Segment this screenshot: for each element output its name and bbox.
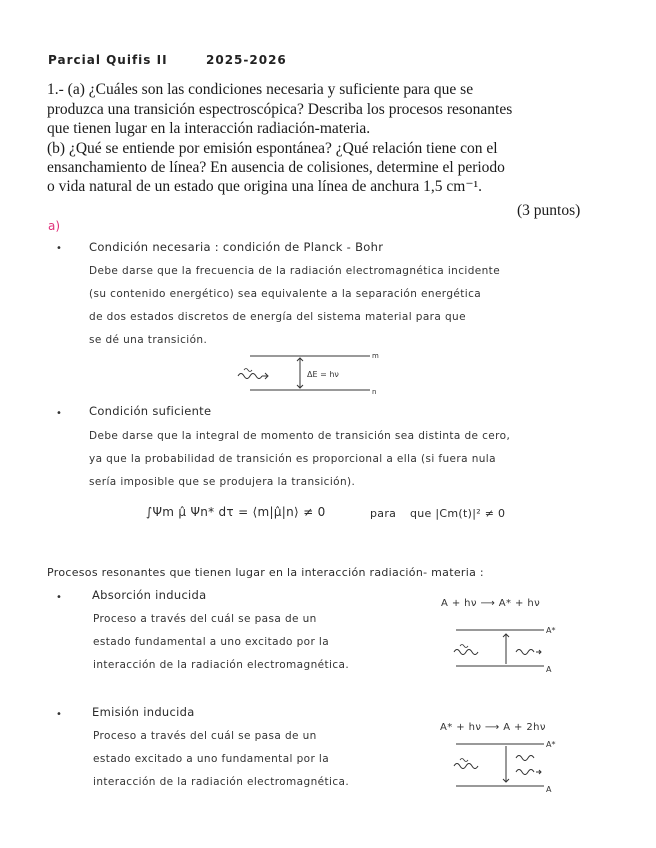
wave-icon: [244, 369, 252, 372]
arrow-icon: [536, 650, 541, 654]
bullet-icon: •: [56, 408, 62, 419]
course-title: Parcial Quifis II: [48, 53, 168, 67]
absorcion-equation: A + hν ⟶ A* + hν: [441, 598, 541, 609]
upper-level-label: A*: [546, 740, 556, 749]
course-year: 2025-2026: [206, 53, 287, 67]
wave-icon: [516, 756, 534, 761]
question-line-2: produzca una transición espectroscópica? Describa los procesos resonantes: [47, 101, 513, 118]
arrow-icon: [536, 770, 541, 774]
delta-energy-label: ΔE = hν: [307, 370, 339, 379]
wave-icon: [516, 650, 534, 655]
wave-icon: [516, 770, 534, 775]
emision-line: interacción de la radiación electromagnética.: [93, 776, 350, 788]
arrow-icon: [262, 373, 268, 379]
cond-nec-title: Condición necesaria : condición de Planck - Bohr: [89, 240, 384, 254]
upper-level-label: m: [372, 352, 379, 360]
absorcion-line: Proceso a través del cuál se pasa de un: [93, 613, 317, 625]
cond-suf-line: sería imposible que se produjera la transición).: [89, 476, 356, 488]
cond-nec-line: Debe darse que la frecuencia de la radiación electromagnética incidente: [89, 265, 501, 277]
wave-icon: [454, 650, 478, 655]
absorcion-title: Absorción inducida: [92, 588, 207, 602]
upper-level-label: A*: [546, 626, 556, 635]
cond-nec-line: se dé una transición.: [89, 334, 208, 346]
cond-suf-line: Debe darse que la integral de momento de transición sea distinta de cero,: [89, 430, 511, 442]
question-line-4: (b) ¿Qué se entiende por emisión espontánea? ¿Qué relación tiene con el: [47, 140, 498, 157]
formula-connector: para: [370, 507, 397, 520]
emision-diagram: [448, 738, 588, 794]
question-line-1: 1.- (a) ¿Cuáles son las condiciones necesaria y suficiente para que se: [47, 81, 474, 98]
cond-nec-line: de dos estados discretos de energía del sistema material para que: [89, 311, 466, 323]
emision-title: Emisión inducida: [92, 705, 195, 719]
cond-suf-title: Condición suficiente: [89, 404, 212, 418]
cond-nec-line: (su contenido energético) sea equivalente a la separación energética: [89, 288, 482, 300]
question-line-3: que tienen lugar en la interacción radiación-materia.: [47, 120, 371, 137]
probability-condition: que |Cm(t)|² ≠ 0: [410, 507, 506, 520]
bullet-icon: •: [56, 709, 62, 720]
question-points: (3 puntos): [517, 202, 581, 219]
procesos-title: Procesos resonantes que tienen lugar en la interacción radiación- materia :: [47, 566, 484, 579]
bullet-icon: •: [56, 243, 62, 254]
absorcion-line: estado fundamental a uno excitado por la: [93, 636, 330, 648]
emision-line: estado excitado a uno fundamental por la: [93, 753, 330, 765]
emision-equation: A* + hν ⟶ A + 2hν: [440, 722, 546, 733]
absorcion-diagram: [448, 622, 588, 674]
question-line-6: o vida natural de un estado que origina una línea de anchura 1,5 cm⁻¹.: [47, 178, 483, 195]
wave-icon: [238, 374, 262, 379]
energy-level-diagram: [230, 348, 380, 398]
wave-icon: [460, 645, 468, 648]
emision-line: Proceso a través del cuál se pasa de un: [93, 730, 317, 742]
lower-level-label: A: [546, 665, 552, 674]
bullet-icon: •: [56, 592, 62, 603]
wave-icon: [460, 759, 468, 762]
lower-level-label: A: [546, 785, 552, 794]
answer-label: a): [48, 219, 61, 233]
lower-level-label: n: [372, 388, 377, 396]
absorcion-line: interacción de la radiación electromagnética.: [93, 659, 350, 671]
question-line-5: ensanchamiento de línea? En ausencia de colisiones, determine el periodo: [47, 159, 505, 176]
wave-icon: [454, 764, 478, 769]
transition-moment-formula: ∫Ψm μ̂ Ψn* dτ = ⟨m|μ̂|n⟩ ≠ 0: [146, 505, 326, 519]
cond-suf-line: ya que la probabilidad de transición es proporcional a ella (si fuera nula: [89, 453, 496, 465]
